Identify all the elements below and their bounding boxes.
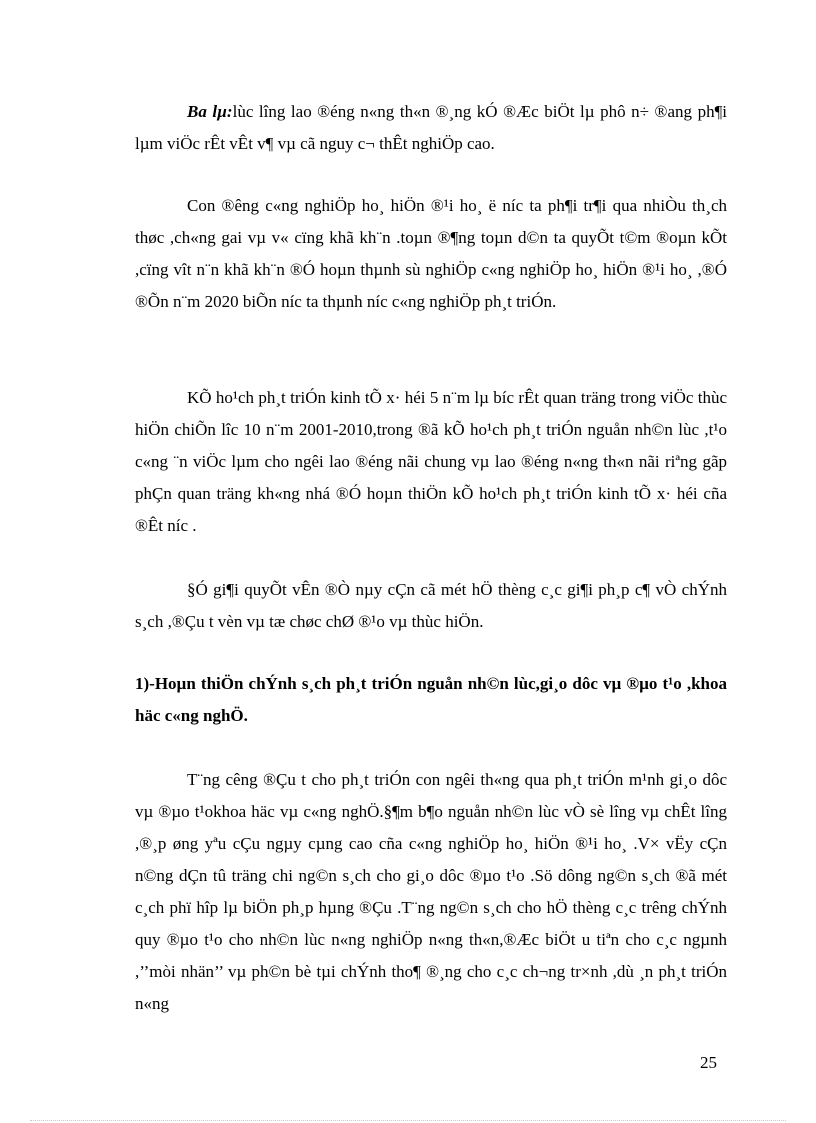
page-number: 25 bbox=[700, 1053, 717, 1072]
paragraph-1 bbox=[135, 96, 727, 160]
page-bottom-divider bbox=[30, 1120, 786, 1121]
paragraph-5: T¨ng cêng ®Çu t cho ph¸t triÓn con ngêi th«ng qua ph¸t triÓn m¹nh gi¸o dôc vµ ®µo t¹okhoa häc vµ c«ng nghÖ.§¶m b¶o nguån nh©n lùc vÒ sè lîng vµ chÊt lîng ,®¸p øng yªu cÇu ngµy cµng cao cña c«ng nghiÖp ho¸ hiÖn ®¹i ho¸ .V× vËy cÇn n©ng dÇn tû träng chi ng©n s¸ch cho gi¸o dôc ®µo t¹o .Sö dông ng©n s¸ch ®ã mét c¸ch phï hîp lµ biÖn ph¸p hµng ®Çu .T¨ng ng©n s¸ch cho hÖ thèng c¸c trêng chÝnh quy ®µo t¹o cho nh©n lùc n«ng nghiÖp n«ng th«n,®Æc biÖt u tiªn cho c¸c ngµnh ,’’mòi nhän’’ vµ ph©n bè tµi chÝnh tho¶ ®¸ng cho c¸c ch¬ng tr×nh ,dù ¸n ph¸t triÓn n«ng bbox=[135, 770, 727, 1013]
paragraph-3: KÕ ho¹ch ph¸t triÓn kinh tÕ x· héi 5 n¨m lµ bíc rÊt quan träng trong viÖc thùc hiÖn chiÕn lîc 10 n¨m 2001-2010,trong ®ã kÕ ho¹ch ph¸t triÓn nguån nh©n lùc ,t¹o c«ng ¨n viÖc lµm cho ngêi lao ®éng nãi chung vµ lao ®éng n«ng th«n nãi riªng gãp phÇn quan träng kh«ng nhá ®Ó hoµn thiÖn kÕ ho¹ch ph¸t triÓn kinh tÕ x· héi cña ®Êt níc . bbox=[135, 388, 727, 535]
paragraph-text: lùc lîng lao ®éng n«ng th«n ®¸ng kÓ ®Æc biÖt lµ phô n÷ ®ang ph¶i lµm viÖc rÊt vÊt v¶ vµ cã nguy c¬ thÊt nghiÖp cao. bbox=[135, 102, 727, 153]
paragraph-lead: Ba lµ: bbox=[187, 102, 233, 121]
section-heading: 1)-Hoµn thiÖn chÝnh s¸ch ph¸t triÓn nguån nh©n lùc,gi¸o dôc vµ ®µo t¹o ,khoa häc c«ng nghÖ. bbox=[135, 674, 727, 725]
paragraph-4: §Ó gi¶i quyÕt vÊn ®Ò nµy cÇn cã mét hÖ thèng c¸c gi¶i ph¸p c¶ vÒ chÝnh s¸ch ,®Çu t vèn vµ tæ chøc chØ ®¹o vµ thùc hiÖn. bbox=[135, 580, 727, 631]
paragraph-2: Con ®êng c«ng nghiÖp ho¸ hiÖn ®¹i ho¸ ë níc ta ph¶i tr¶i qua nhiÒu th¸ch thøc ,ch«ng gai vµ v« cïng khã kh¨n .toµn ®¶ng toµn d©n ta quyÕt t©m ®oµn kÕt ,cïng vît n¨n khã kh¨n ®Ó hoµn thµnh sù nghiÖp c«ng nghiÖp ho¸ hiÖn ®¹i ho¸ ,®Ó ®Õn n¨m 2020 biÕn níc ta thµnh níc c«ng nghiÖp ph¸t triÓn. bbox=[135, 196, 727, 311]
